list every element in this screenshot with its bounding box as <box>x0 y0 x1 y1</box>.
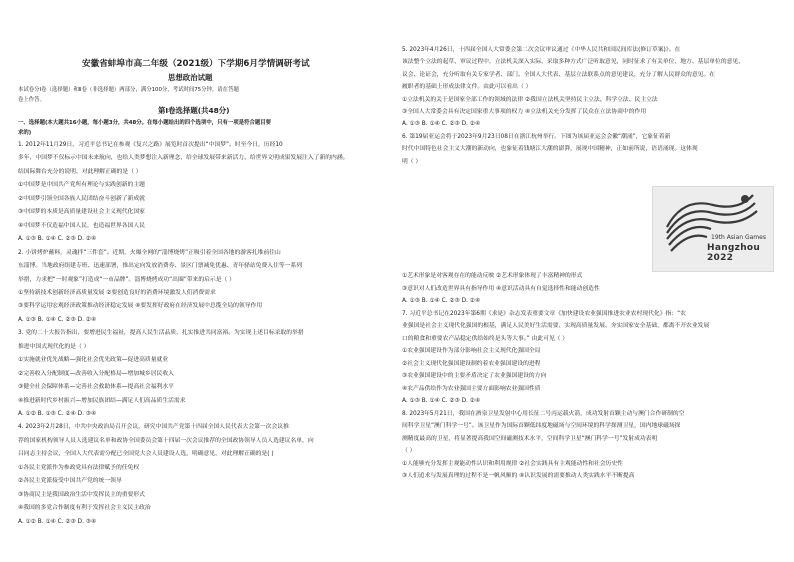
text-line: 多年，中国梦不仅标示中国未来航向，也给人类梦想注入新理念、给全球发展带来新活力、给世界文明成果发展注入了新的内涵。 <box>18 155 349 162</box>
text-line: ③中国梦的本质是高质量建设社会主义现代化国家 <box>18 209 145 216</box>
instruction-line-1: 一、选择题(本大题共16小题，每小题3分，共48分。在每小题给出的四个选项中，只有一项是符合题目要 <box>18 120 272 126</box>
text-line: 履职者的基础上形成法律文件。由此可以看出（ ） <box>402 84 532 91</box>
text-line: ①实施就业优先战略—强化社会优先政策—促进高质量就业 <box>18 357 169 364</box>
text-line: ②中国梦引领全国各族人民团结奋斗创新了新成就 <box>18 195 145 202</box>
text-line: 明（ ） <box>402 158 422 165</box>
text-line: ④中国梦不仅造福中国人民，也造福世界各国人民 <box>18 222 145 229</box>
text-line: 7. 习近平总书记在2023年第6期《求是》杂志发表重要文章《加快建设农业强国推进农业农村现代化》指：“农 <box>402 310 686 317</box>
text-line: 6. 第19届亚运会将于2023年9月23日08日在浙江杭州举行。下图为该届亚运会会徽“潮涌”，它象征着新 <box>402 133 671 140</box>
text-line: 结国际舞台充分的说明，对此理解正确的是（ ） <box>18 168 142 175</box>
text-line: ③协商民主是我国政治生活中发挥民主的重要形式 <box>18 491 145 498</box>
text-line: ①人能够充分发挥主观能动性认识和利用规律 ②社会实践具有主观能动性和社会历史性 <box>402 460 623 467</box>
text-line: 口的粮食和重要农产品稳定供给始终是头等大事。” 由此可见（ ） <box>402 335 569 342</box>
text-line: ②各民主党派接受中国共产党的统一领导 <box>18 478 122 485</box>
exam-note-line-1: 本试卷分Ⅰ卷（选择题）和Ⅱ卷（非选择题）两部分，满分100分，考试时间75分钟。请在答题 <box>18 87 239 93</box>
text-line: ①立法机关的关于是国家全部工作的领域的法律 ②我国立法机关坚持民主立法、科学立法、民主立法 <box>402 96 658 103</box>
text-line: ①农业强国建设作为部分影响社会主义现代化强国全局 <box>402 348 541 354</box>
text-line: 4. 2023年2月28日，中共中央政治局召开会议，研究中国共产党第十四届全国人民代表大会第一次会议推 <box>18 424 289 431</box>
text-line: A. ①③ B. ①④ C. ②③ D. ②④ <box>18 236 97 243</box>
text-line: ②社会主义现代化强国建设制约着农业强国建设的进程 <box>402 360 541 367</box>
text-line: ①坚持新技术创新经济高质量发展 ②要创造良好的消费环境激发人们消费需求 <box>18 289 216 296</box>
instruction-line-2: 求的) <box>18 130 32 136</box>
text-line: A. ①② B. ①④ C. ②③ D. ③④ <box>18 518 97 525</box>
emblem-wave-1 <box>667 195 753 227</box>
text-line: ①艺术形象是对客观存在的能动反映 ②艺术形象体现了丰富精神的形式 <box>402 273 583 279</box>
exam-subtitle: 思想政治试题 <box>168 73 213 82</box>
text-line: A. ①③ B. ①④ C. ②③ D. ②④ <box>402 398 481 404</box>
text-line: 1. 2012年11月29日，习近平总书记在参观《复兴之路》展览时首次提出“中国梦”。时至今日，历经10 <box>18 142 283 148</box>
text-line: 间科学卫星“澳门科学一号”。该卫星作为国际首颗低纬度地磁场与空间环境的科学探测卫星，国内地球磁场探 <box>402 423 681 429</box>
text-line: ③全国人大常委会具有决定国家重大事项的权力 ④立法机关充分发挥了民众在立法协商中的作用 <box>402 109 647 115</box>
text-line: 推进中国式现代化的是（ ） <box>18 343 90 350</box>
text-line: ③农业强国建设中的主要矛盾决定了农业强国建设的方向 <box>402 373 547 379</box>
text-line: A. ①② B. ①③ C. ②④ D. ③④ <box>18 411 97 417</box>
text-line: 吕同志主持会议，全国人大代表需分配已全国党大会人员建设人选，明确意见，对此理解正确的是( ) <box>18 451 274 458</box>
text-line: 8. 2023年5月21日，我国在酒泉卫星发射中心用长征二号丙运载火箭，成功发射首颗主动与澳门合作研制的空 <box>402 410 685 417</box>
text-line: 举措，力求把“一时观象”打造成“一市品牌”。淄博烧烤成功“出圈”带来的启示是（ ） <box>18 276 235 283</box>
text-line: ①中国梦是中国共产党所有理论与实践创新的主题 <box>18 182 145 189</box>
asian-games-emblem-image <box>652 186 774 272</box>
text-line: 时代中国特色社会主义大潮的新动向，也象征着钱塘江大潮的澎湃，展现中国精神，正如前所说，语语涌现。这体现 <box>402 146 698 153</box>
text-line: 3. 党的二十大报告指出，要增进民生福祉，提高人民生活品质，扎实推进共同富裕。为实现上述目标采取的举措 <box>18 330 304 337</box>
text-line: ④推进新时代乡村振兴—增加民族团结—满足人们高品质生活需求 <box>18 397 186 404</box>
text-line: ④农产品供给作为农业强国主要方面影响农业强国性质 <box>402 385 541 392</box>
text-line: （ ） <box>402 448 416 454</box>
text-line: ④我国的多党合作制度有利于发挥社会主义民主政治 <box>18 505 151 512</box>
text-line: 该法整个立法的起草、审议过程中，立法机关深入实际，采取多种方式广泛听取意见，同时征求了有关单位、地方、基层单位的意见， <box>402 59 745 66</box>
text-line: A. ①③ B. ①④ C. ②③ D. ②④ <box>402 121 481 128</box>
text-line: 2. 小饼烤炉蘸料，灵魂拌“三件套”。近期，火爆全网的“淄博烧烤”正吸引着全国各地的游客扎堆前往山 <box>18 249 281 256</box>
text-line: 5. 2023年4月26日，十四届全国人大常委会第二次会议审议通过《中华人民共和国民间库法(修订草案)》。在 <box>402 47 681 53</box>
exam-title: 安徽省蚌埠市高二年级（2021级）下学期6月学情调研考试 <box>82 59 310 69</box>
text-line: 测精度最高的卫星，将显著提高我国空间磁测技术水平，空间科学卫星“澳门科学一号”发射成功表明 <box>402 435 658 442</box>
text-line: A. ①③ B. ①④ C. ②③ D. ②④ <box>402 298 481 304</box>
emblem-caption-1: 19th Asian Games <box>711 234 766 241</box>
text-line: 业强国是社会主义现代化强国的根基，满足人民美好生活需要、实现高质量发展、夯实国家安全基础，都离不开农业发展 <box>402 323 710 329</box>
text-line: ③健全社会保障体系—完善社会救助体系—提高社会福利水平 <box>18 384 174 391</box>
text-line: ②完善收入分配制度—改善收入分配格局—增加城乡居民收入 <box>18 370 174 377</box>
emblem-sun <box>741 195 749 203</box>
text-line: ①各民主党派作为参政党具有法律赋予的任免权 <box>18 464 140 471</box>
text-line: A. ①③ B. ①④ C. ②③ D. ②④ <box>18 316 97 323</box>
text-line: 东淄博。当地政府组建专班、迅速部署，推出定向发放消费券、景区门票减免优惠、青年驿站免费入住等一系列 <box>18 263 303 270</box>
text-line: ③人们追求与发展真理的过程不是一帆风顺的 ④认识发展的需要推动人类实践水平不断提高 <box>402 473 635 479</box>
exam-note-line-2: 卷上作答。 <box>18 97 45 103</box>
text-line: ③要科学运用宏观经济政策推动经济稳定发展 ④要发挥好政府在经济发展中总揽全局的领导作用 <box>18 303 263 310</box>
text-line: ③意识对人们改造世界具有指导作用 ④意识活动具有自觉选择性和能动创造性 <box>402 285 600 292</box>
emblem-caption-2: Hangzhou 2022 <box>707 243 761 263</box>
section-heading: 第Ⅰ卷选择题(共48分) <box>158 106 230 115</box>
text-line: 荐的国家机构领导人员人选建议名单和政协全国委员会第十四届一次会议推荐的全国政协领导人员人选建议名单，向 <box>18 437 314 444</box>
text-line: 议会、论证会，充分听取有关专家学者、部门、全国人大代表、基层立法联系点的意见建议，充分了解人民群众的意见。在 <box>402 71 716 78</box>
